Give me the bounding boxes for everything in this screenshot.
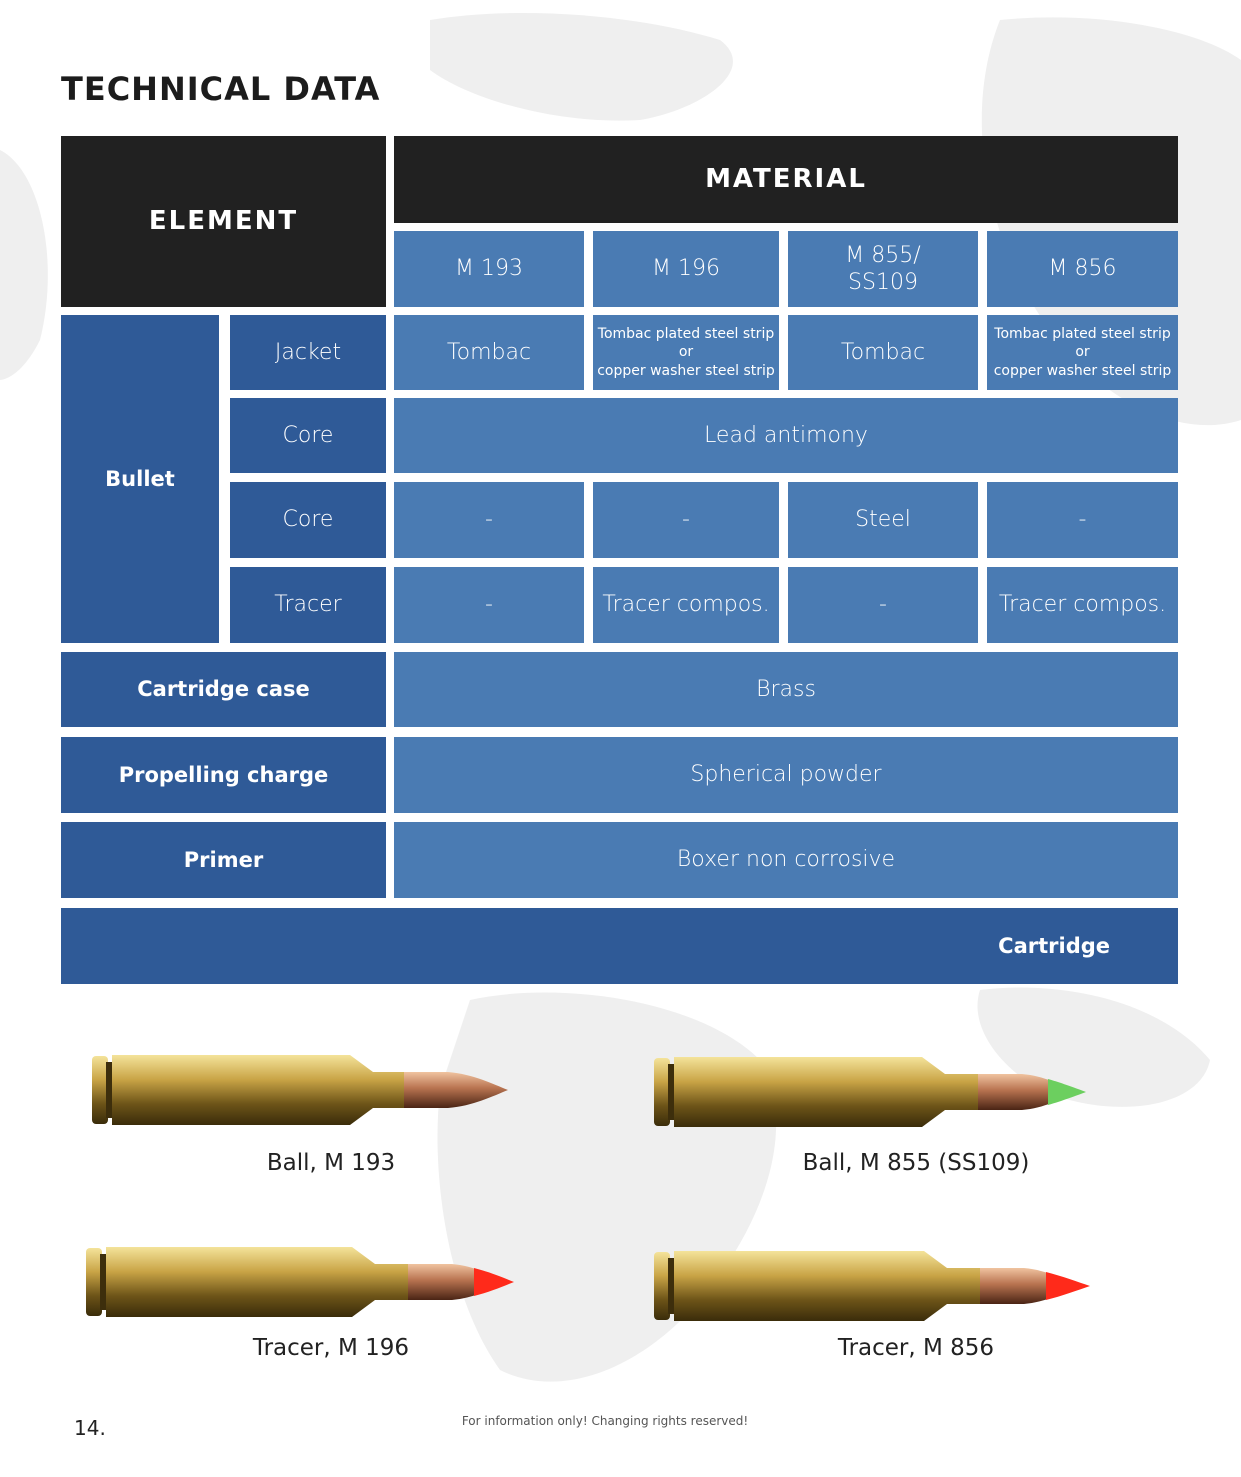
cartridge-case-label-cell — [61, 652, 386, 727]
core-m193 — [394, 482, 584, 558]
propelling-charge-label: Propelling charge — [118, 762, 329, 787]
cartridge-case-value: Brass — [756, 676, 816, 702]
type-header-m196 — [593, 231, 779, 307]
jacket-label: Jacket — [274, 339, 342, 365]
core-m855 — [788, 482, 978, 558]
propelling-charge-value: Spherical powder — [690, 762, 882, 788]
cartridge-case-value-cell — [394, 652, 1178, 727]
propelling-charge-label-cell — [61, 737, 386, 813]
primer-value: Boxer non corrosive — [676, 847, 896, 873]
cartridge-image-m193 — [88, 1050, 518, 1130]
type-header-m856 — [987, 231, 1178, 307]
jacket-m193 — [394, 315, 584, 390]
core-m196 — [593, 482, 779, 558]
type-header-m855 — [788, 231, 978, 307]
tracer-label: Tracer — [274, 592, 342, 618]
core-m856 — [987, 482, 1178, 558]
cartridge-caption: Tracer, M 196 — [252, 1335, 410, 1361]
jacket-value: Tombac plated steel strip or copper washer steel strip — [993, 326, 1172, 379]
material-header — [394, 136, 1178, 223]
jacket-label-cell — [230, 315, 386, 390]
core-value: - — [485, 507, 493, 533]
type-header-label: M 855/ SS109 — [845, 242, 921, 295]
tracer-m196 — [593, 567, 779, 643]
tracer-value: Tracer compos. — [998, 592, 1167, 618]
primer-label: Primer — [183, 847, 264, 872]
material-header-label: MATERIAL — [705, 164, 867, 195]
page-number: 14. — [74, 1416, 106, 1440]
type-header-label: M 196 — [652, 256, 720, 282]
tracer-value: Tracer compos. — [602, 592, 770, 618]
cartridge-case-label: Cartridge case — [137, 677, 310, 702]
cartridge-label: Cartridge — [998, 933, 1110, 958]
cartridge-image-m196 — [82, 1242, 522, 1322]
bullet-label-cell — [61, 315, 219, 643]
propelling-charge-value-cell — [394, 737, 1178, 813]
jacket-m196 — [593, 315, 779, 390]
cartridge-caption: Tracer, M 856 — [837, 1335, 995, 1361]
tracer-label-cell — [230, 567, 386, 643]
tracer-m855 — [788, 567, 978, 643]
core-value: - — [1078, 507, 1087, 533]
core-label-cell — [230, 482, 386, 558]
jacket-value: Tombac — [840, 339, 926, 365]
cartridge-image-m856 — [650, 1246, 1095, 1326]
page-title: TECHNICAL DATA — [61, 70, 381, 108]
core-value: - — [682, 507, 690, 533]
cartridge-caption: Ball, M 193 — [266, 1150, 396, 1176]
tracer-value: - — [485, 592, 493, 618]
bullet-label: Bullet — [105, 466, 175, 491]
tracer-m856 — [987, 567, 1178, 643]
core-lead-value: Lead antimony — [704, 422, 868, 448]
primer-value-cell — [394, 822, 1178, 898]
element-header — [61, 136, 386, 307]
type-header-m193 — [394, 231, 584, 307]
tracer-m193 — [394, 567, 584, 643]
disclaimer: For information only! Changing rights reserved! — [461, 1414, 749, 1428]
core-value: Steel — [855, 507, 911, 533]
cartridge-image-m855 — [650, 1052, 1090, 1132]
jacket-value: Tombac — [446, 339, 532, 365]
cartridge-row — [61, 908, 1178, 984]
tip-marking — [474, 1268, 514, 1296]
jacket-m856 — [987, 315, 1178, 390]
jacket-value: Tombac plated steel strip or copper washer steel strip — [597, 326, 775, 379]
core-label: Core — [282, 507, 334, 533]
element-header-label: ELEMENT — [148, 206, 299, 237]
tracer-value: - — [879, 592, 887, 618]
type-header-label: M 856 — [1048, 256, 1117, 282]
core-lead-value-cell — [394, 398, 1178, 473]
core-label-cell — [230, 398, 386, 473]
cartridge-caption: Ball, M 855 (SS109) — [802, 1150, 1030, 1176]
tip-marking — [1046, 1272, 1090, 1300]
jacket-m855 — [788, 315, 978, 390]
core-label: Core — [282, 422, 334, 448]
tip-marking — [1048, 1079, 1086, 1105]
primer-label-cell — [61, 822, 386, 898]
type-header-label: M 193 — [455, 256, 523, 282]
